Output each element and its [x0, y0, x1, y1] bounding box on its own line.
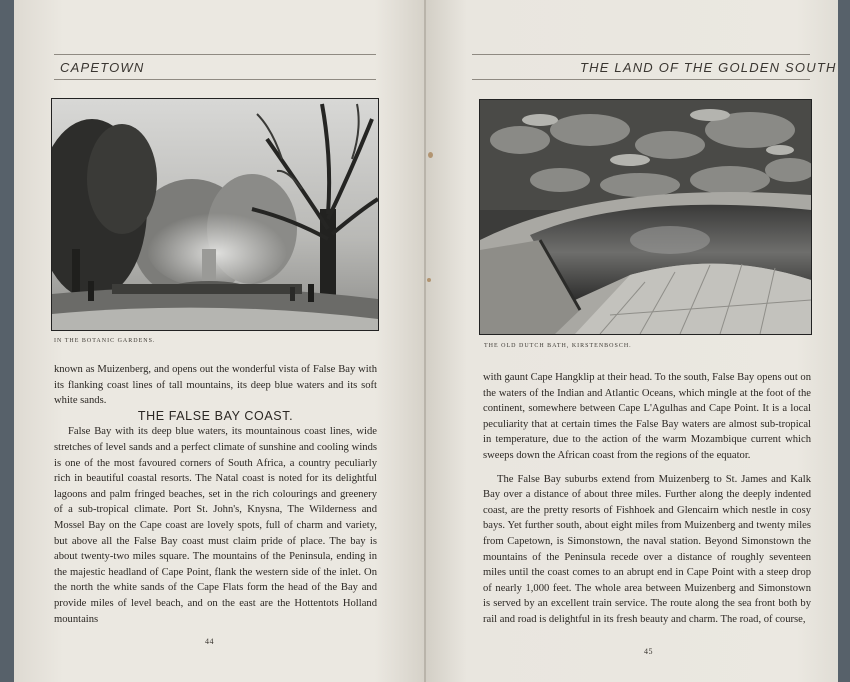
- right-body-text: [483, 370, 811, 628]
- left-body-text: [54, 362, 377, 627]
- left-page: [14, 0, 424, 682]
- body-paragraph: The False Bay suburbs extend from Muizenberg to St. James and Kalk Bay over a distance of about three miles. Further along the deeply indented coast, are the pretty resorts of Fishhoek and Glencairn which nestle in cosy bays. Yet further south, about eight miles from Muizenberg and twenty miles from Capetown, is Simonstown, the naval station. Beyond Simonstown the mountains of the Peninsula recede over a distance of roughly seventeen miles until the coast comes to an abrupt end in Cape Point with a steep drop of nearly 1,000 feet. The whole area between Muizenberg and Simonstown is served by an excellent train service. The route along the sea front both by rail and road is delightful in its fresh beauty and charm. The road, of course,: [483, 473, 811, 625]
- header-rule-bottom: [472, 79, 810, 80]
- running-head-right: THE LAND OF THE GOLDEN SOUTH: [580, 60, 837, 75]
- dutch-bath-photo: [479, 99, 812, 335]
- photo-caption-right: THE OLD DUTCH BATH, KIRSTENBOSCH.: [484, 343, 632, 349]
- header-rule-bottom: [54, 79, 376, 80]
- botanic-gardens-photo: [51, 98, 379, 331]
- body-paragraph: with gaunt Cape Hangklip at their head. To the south, False Bay opens out on the waters of the Indian and Atlantic Oceans, which mingle at the foot of the continent, somewhere between Cape L'Agulhas and Cape Point. It is a local peculiarity that at certain times the False Bay waters are almost sub-tropical in temperature, due to the action of the warm Mozambique current which sweeps down the African coast from the regions of the equator.: [483, 372, 812, 461]
- section-heading: THE FALSE BAY COAST.: [137, 408, 294, 423]
- continuation-paragraph: known as Muizenberg, and opens out the wonderful vista of False Bay with its flanking coast lines of tall mountains, its deep blue waters and its soft white sands.: [54, 364, 377, 407]
- dutch-bath-image: [480, 100, 811, 334]
- photo-caption-left: IN THE BOTANIC GARDENS.: [54, 338, 156, 344]
- page-number-left: 44: [205, 637, 214, 646]
- foxing-spot: [428, 152, 433, 158]
- botanic-gardens-image: [52, 99, 378, 330]
- header-rule-top: [54, 54, 376, 55]
- running-head-left: CAPETOWN: [60, 60, 145, 75]
- body-paragraph: False Bay with its deep blue waters, its mountainous coast lines, wide stretches of level sands and a perfect climate of sunshine and cooling winds is one of the most favoured corners of South Africa, a country peculiarly rich in beautiful coastal resorts. The Natal coast is noted for its delightful lagoons and palm fringed beaches, set in the rich colourings and greenery of a sub-tropical climate. Port St. John's, Knysna, The Wilderness and Mossel Bay on the Cape coast are lovely spots, full of charm and variety, but above all the False Bay coast must claim pride of place. The bay is about twenty-two miles square. The mountains of the Peninsula, ending in the majestic headland of Cape Point, flank the western side of the inlet. On the north the white sands of the Cape Flats form the head of the Bay and provide miles of level beach, and on the east are the Hottentots Holland mountains: [54, 426, 377, 625]
- header-rule-top: [472, 54, 810, 55]
- foxing-spot: [427, 278, 431, 282]
- right-page: [426, 0, 838, 682]
- page-number-right: 45: [644, 647, 653, 656]
